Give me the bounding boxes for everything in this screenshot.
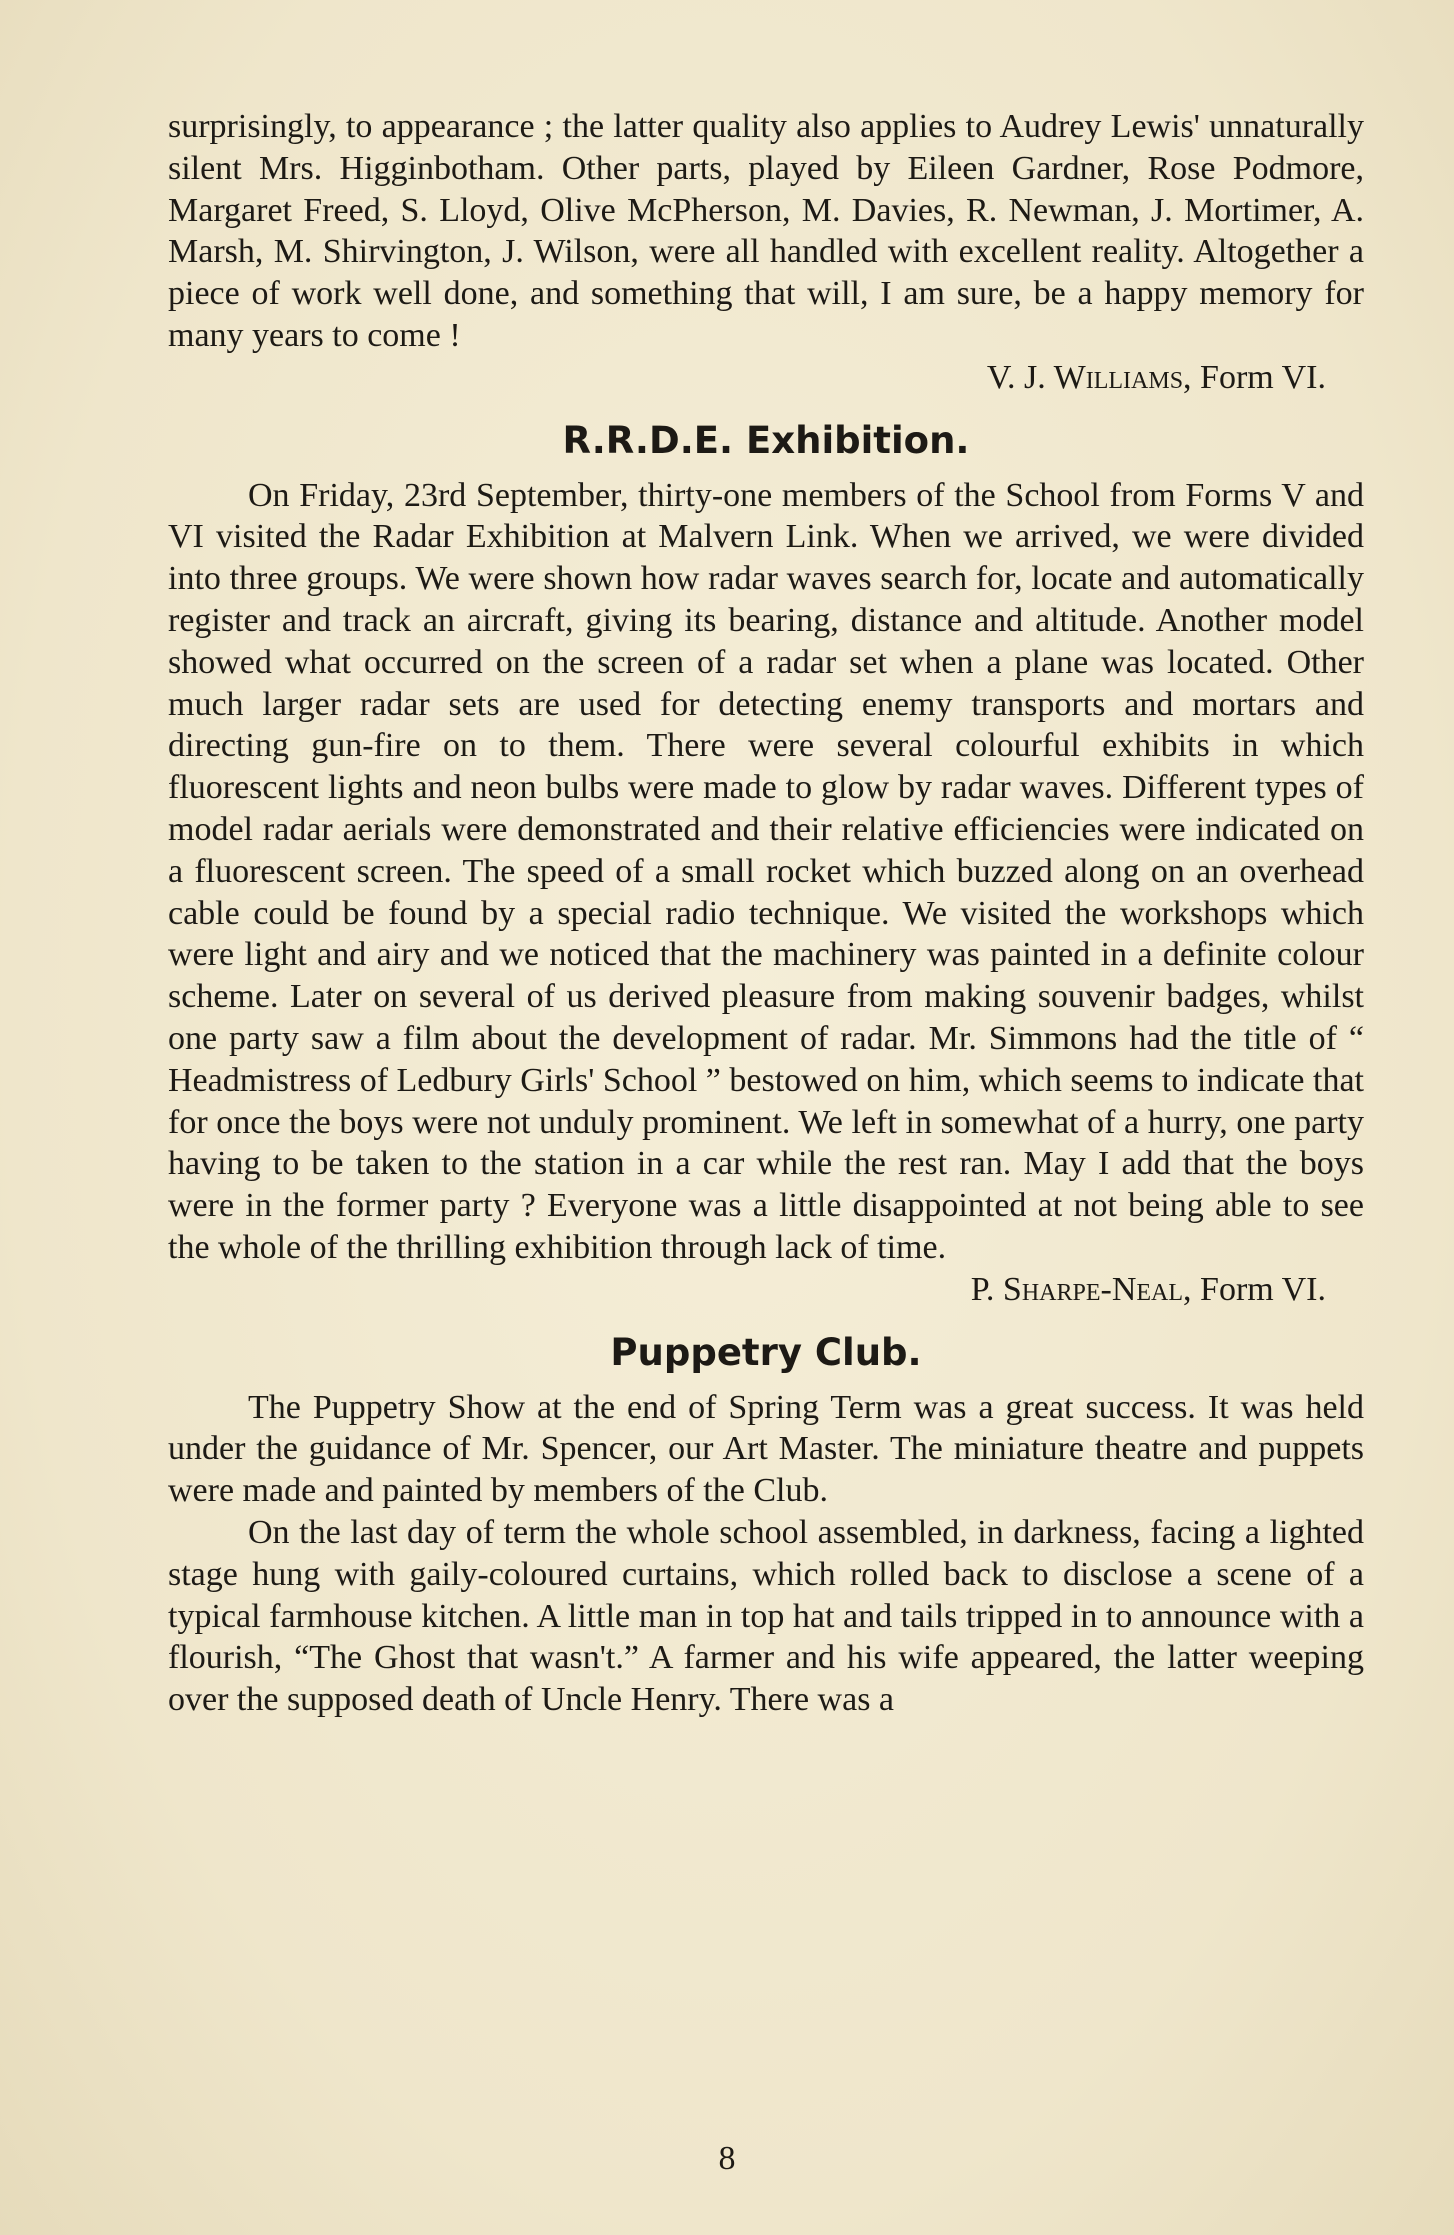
signature-name: V. J. Williams [986, 358, 1184, 396]
puppetry-paragraph-2: On the last day of term the whole school assembled, in darkness, facing a lighted stage hung with gaily-coloured curtains, which rolled back to disclose a scene of a typical farmhouse kitchen. A little man in top hat and tails tripped in to announce with a flourish, “The Ghost that wasn't.” A farmer and his wife appeared, the latter weeping over the supposed death of Uncle Henry. There was a [168, 1513, 1364, 1719]
continued-paragraph: surprisingly, to appearance ; the latter quality also applies to Audrey Lewis' unnaturally silent Mrs. Higginbotham. Other parts, played by Eileen Gardner, Rose Podmore, Margaret Freed, S. Lloyd, Olive McPherson, M. Davies, R. Newman, J. Mortimer, A. Marsh, M. Shirvington, J. Wilson, were all handled with excellent reality. Altogether a piece of work well done, and something that will, I am sure, be a happy memory for many years to come ! [168, 108, 1364, 354]
signature-sharpe-neal [168, 1269, 1364, 1311]
signature-form: , Form VI. [1183, 358, 1326, 396]
section-heading-puppetry: Puppetry Club. [610, 1330, 922, 1374]
signature-williams [168, 357, 1364, 399]
text-column [168, 106, 1364, 1721]
signature-form: , Form VI. [1183, 1270, 1326, 1308]
puppetry-paragraph-1: The Puppetry Show at the end of Spring Term was a great success. It was held under the guidance of Mr. Spencer, our Art Master. The miniature theatre and puppets were made and painted by members of the Club. [168, 1388, 1364, 1510]
signature-name: P. Sharpe-Neal [970, 1270, 1184, 1308]
section-heading-rrde: R.R.D.E. Exhibition. [562, 418, 970, 462]
rrde-paragraph: On Friday, 23rd September, thirty-one members of the School from Forms V and VI visited the Radar Exhibition at Malvern Link. When we arrived, we were divided into three groups. We were shown how radar waves search for, locate and automatically register and track an aircraft, giving its bearing, distance and altitude. Another model showed what occurred on the screen of a radar set when a plane was located. Other much larger radar sets are used for detecting enemy transports and mortars and directing gun-fire on to them. There were several colourful exhibits in which fluorescent lights and neon bulbs were made to glow by radar waves. Different types of model radar aerials were demonstrated and their relative efficiencies were indicated on a fluorescent screen. The speed of a small rocket which buzzed along on an overhead cable could be found by a special radio technique. We visited the workshops which were light and airy and we noticed that the machinery was painted in a definite colour scheme. Later on several of us derived pleasure from making souvenir badges, whilst one party saw a film about the development of radar. Mr. Simmons had the title of “ Headmistress of Ledbury Girls' School ” bestowed on him, which seems to indicate that for once the boys were not unduly prominent. We left in somewhat of a hurry, one party having to be taken to the station in a car while the rest ran. May I add that the boys were in the former party ? Everyone was a little disappointed at not being able to see the whole of the thrilling exhibition through lack of time. [168, 476, 1364, 1266]
page-number: 8 [718, 2140, 736, 2177]
